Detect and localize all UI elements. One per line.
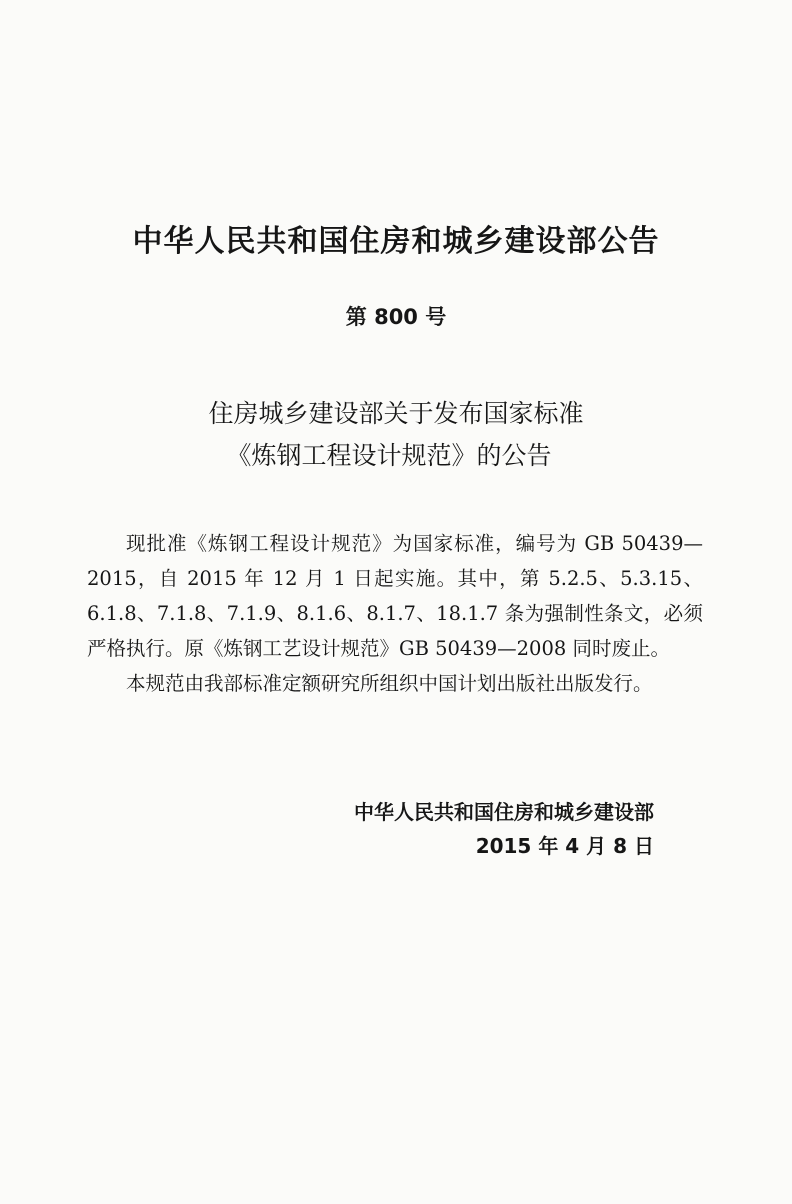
- signature-date: 2015 年 4 月 8 日: [475, 834, 654, 858]
- body-paragraph-2: 本规范由我部标准定额研究所组织中国计划出版社出版发行。: [126, 672, 653, 695]
- signature-organization: 中华人民共和国住房和城乡建设部: [354, 800, 654, 824]
- announcement-number: 第 800 号: [345, 305, 447, 329]
- announcement-subtitle-line2: 《炼钢工程设计规范》的公告: [226, 441, 552, 470]
- announcement-body: [87, 526, 703, 701]
- body-paragraph-1: 现批准《炼钢工程设计规范》为国家标准，编号为 GB 50439—2015，自 2015 年 12 月 1 日起实施。其中，第 5.2.5、5.3.15、6.1.8、7.1.8、7.1.9、8.1.6、8.1.7、18.1.7 条为强制性条文，必须严格执行。原《炼钢工艺设计规范》GB 50439—2008 同时废止。: [87, 532, 703, 660]
- announcement-subtitle-line1: 住房城乡建设部关于发布国家标准: [208, 399, 584, 428]
- announcement-headline: 中华人民共和国住房和城乡建设部公告: [132, 224, 660, 259]
